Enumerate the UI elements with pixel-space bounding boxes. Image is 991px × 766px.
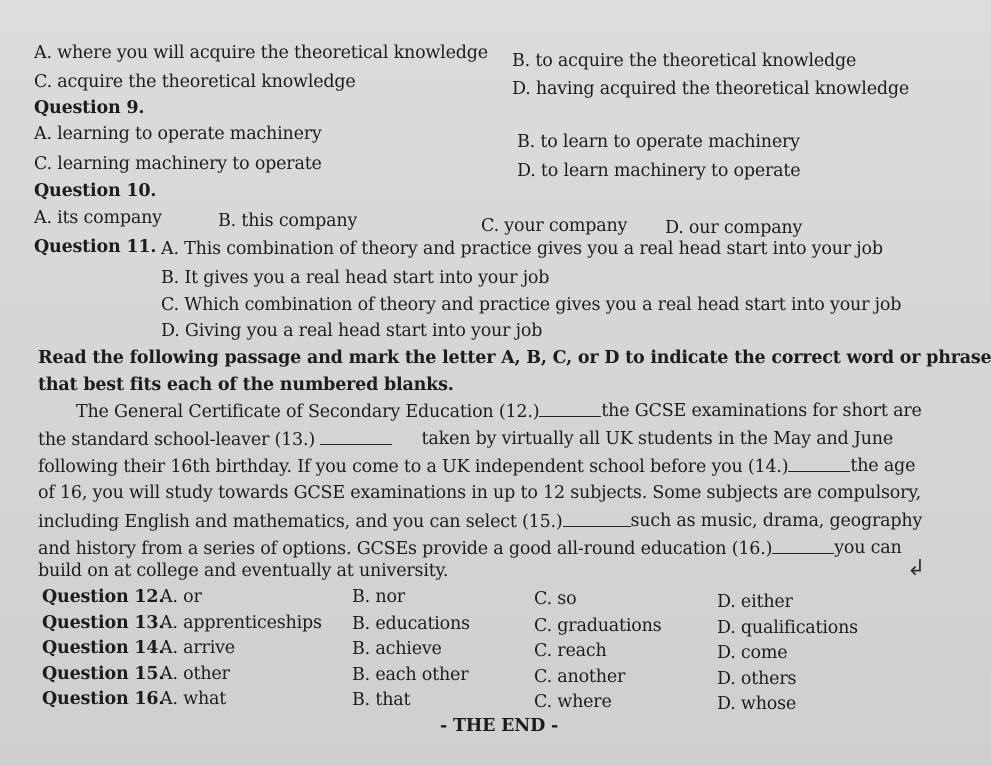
passage-text: taken by virtually all UK students in the May and June	[421, 429, 893, 449]
hook-mark-icon: ↲	[907, 556, 926, 581]
passage-line-4: of 16, you will study towards GCSE examinations in up to 12 subjects. Some subjects are compulsory,	[38, 483, 921, 503]
passage-text: such as music, drama, geography	[630, 511, 923, 531]
q9-option-d: D. to learn machinery to operate	[517, 161, 801, 181]
q10-option-a: A. its company	[34, 208, 162, 228]
q9-title: Question 9.	[34, 98, 145, 118]
blank-14	[788, 455, 850, 472]
answer-option-d: D. qualifications	[717, 618, 858, 638]
passage-text: the standard school-leaver (13.)	[38, 430, 315, 450]
q8-option-b: B. to acquire the theoretical knowledge	[512, 51, 857, 71]
answer-option-b: B. nor	[352, 587, 405, 607]
question-label: Question 12.	[42, 587, 165, 607]
q9-option-a: A. learning to operate machinery	[34, 124, 322, 144]
answer-option-b: B. each other	[352, 665, 469, 685]
passage-text: including English and mathematics, and you can select (15.)	[38, 512, 563, 532]
passage-text: The General Certificate of Secondary Education (12.)	[76, 402, 540, 422]
passage-line-5	[38, 510, 923, 533]
passage-line-3	[38, 455, 916, 478]
q11-option-b: B. It gives you a real head start into your job	[161, 268, 550, 288]
answer-option-a: A. apprenticeships	[160, 613, 322, 633]
answer-option-b: B. educations	[352, 614, 470, 634]
q10-option-d: D. our company	[665, 218, 803, 238]
answer-option-a: A. arrive	[160, 638, 235, 658]
passage-text: the GCSE examinations for short are	[601, 401, 922, 421]
answer-option-d: D. either	[717, 592, 793, 612]
answer-option-d: D. others	[717, 669, 797, 689]
q10-option-c: C. your company	[481, 216, 628, 236]
passage-text: you can	[834, 538, 902, 558]
answer-option-b: B. that	[352, 690, 411, 710]
passage-line-7: build on at college and eventually at university.	[38, 561, 449, 581]
passage-text: and history from a series of options. GCSEs provide a good all-round education (16.)	[38, 539, 773, 559]
answer-option-d: D. come	[717, 643, 788, 663]
answer-option-a: A. other	[160, 664, 230, 684]
answer-option-d: D. whose	[717, 694, 797, 714]
q10-title: Question 10.	[34, 181, 157, 201]
the-end-footer: - THE END -	[440, 716, 559, 736]
q11-option-a: A. This combination of theory and practice gives you a real head start into your job	[161, 239, 883, 259]
q11-title: Question 11.	[34, 237, 157, 257]
instruction-line-1: Read the following passage and mark the letter A, B, C, or D to indicate the correct word or phrase	[38, 348, 991, 368]
answer-option-c: C. where	[534, 692, 612, 712]
question-label: Question 15.	[42, 664, 165, 684]
answer-option-a: A. or	[160, 587, 202, 607]
q11-option-c: C. Which combination of theory and practice gives you a real head start into your job	[161, 295, 902, 315]
answer-option-c: C. graduations	[534, 616, 662, 636]
blank-15	[563, 510, 631, 527]
passage-line-2	[38, 428, 893, 451]
passage-text: following their 16th birthday. If you come to a UK independent school before you (14.)	[38, 457, 789, 477]
answer-option-b: B. achieve	[352, 639, 442, 659]
q8-option-d: D. having acquired the theoretical knowledge	[512, 79, 910, 99]
blank-12	[539, 400, 601, 417]
question-label: Question 14.	[42, 638, 165, 658]
answer-option-c: C. another	[534, 667, 626, 687]
blank-13	[320, 428, 392, 445]
passage-text: the age	[850, 456, 916, 476]
question-label: Question 13.	[42, 613, 165, 633]
passage-line-1	[38, 400, 922, 423]
answer-option-a: A. what	[160, 689, 227, 709]
blank-16	[772, 537, 834, 554]
q9-option-b: B. to learn to operate machinery	[517, 132, 800, 152]
q8-option-c: C. acquire the theoretical knowledge	[34, 72, 356, 92]
instruction-line-2: that best fits each of the numbered blanks.	[38, 375, 454, 395]
passage-line-6	[38, 537, 902, 560]
answer-option-c: C. reach	[534, 641, 607, 661]
q11-option-d: D. Giving you a real head start into your job	[161, 321, 543, 341]
q8-option-a: A. where you will acquire the theoretical knowledge	[34, 43, 488, 63]
q9-option-c: C. learning machinery to operate	[34, 154, 322, 174]
answer-option-c: C. so	[534, 589, 577, 609]
q10-option-b: B. this company	[218, 211, 358, 231]
question-label: Question 16.	[42, 689, 165, 709]
